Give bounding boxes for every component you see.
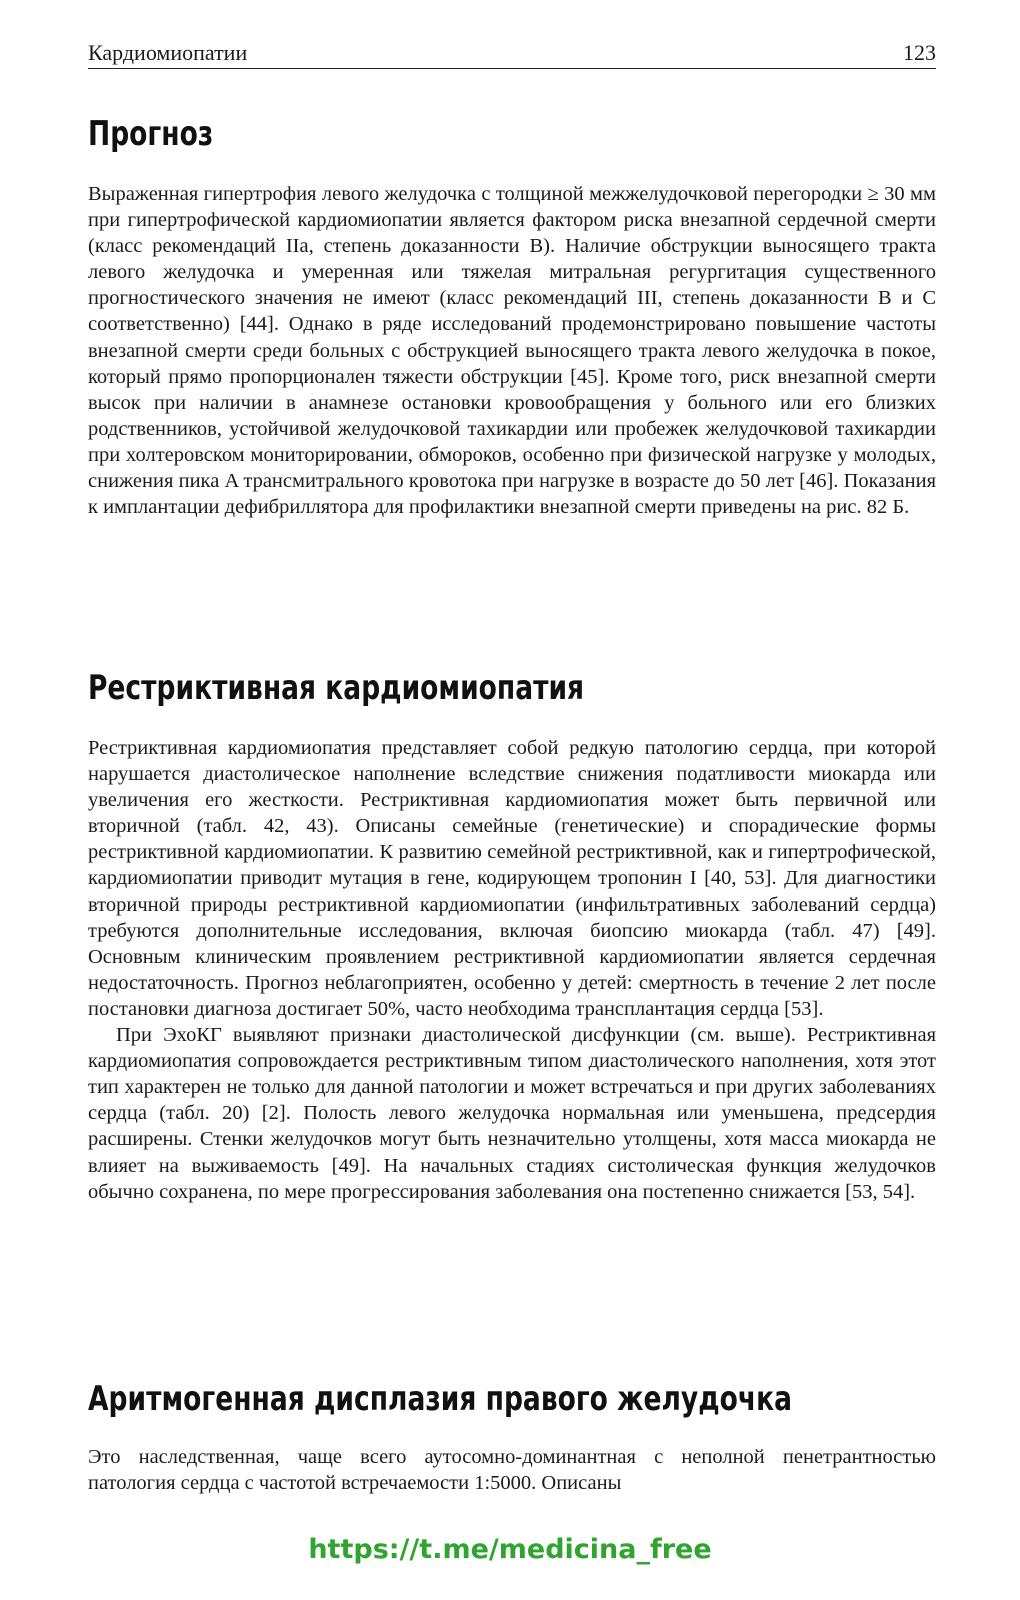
running-title: Кардиомиопатии	[88, 40, 248, 65]
section-heading-prognosis: Прогноз	[88, 114, 214, 154]
book-page	[88, 0, 936, 1600]
paragraph: Выраженная гипертрофия левого желудочка с толщиной межжелудочковой перегородки ≥ 30 мм при гипертрофической кардиомиопатии является фактором риска внезапной сердечной смерти (класс рекомендаций IIa, степень доказанности B). Наличие обструкции выносящего тракта левого желудочка и умеренная или тяжелая митральная регургитация существенного прогностического значения не имеют (класс рекомендаций III, степень доказанности B и C соответственно) [44]. Однако в ряде исследований продемонстрировано повышение частоты внезапной смерти среди больных с обструкцией выносящего тракта левого желудочка в покое, который прямо пропорционален тяжести обструкции [45]. Кроме того, риск внезапной смерти высок при наличии в анамнезе остановки кровообращения у больного или его близких родственников, устойчивой желудочковой тахикардии или пробежек желудочковой тахикардии при холтеровском мониторировании, обмороков, особенно при физической нагрузке у молодых, снижения пика A трансмитрального кровотока при нагрузке в возрасте до 50 лет [46]. Показания к имплантации дефибриллятора для профилактики внезапной смерти приведены на рис. 82 Б.	[88, 183, 936, 519]
paragraph: При ЭхоКГ выявляют признаки диастолической дисфункции (см. выше). Рестриктивная кардиомиопатия сопровождается рестриктивным типом диастолического наполнения, хотя этот тип характерен не только для данной патологии и может встречаться и при других заболеваниях сердца (табл. 20) [2]. Полость левого желудочка нормальная или уменьшена, предсердия расширены. Стенки желудочков могут быть незначительно утолщены, хотя масса миокарда не влияет на выживаемость [49]. На начальных стадиях систолическая функция желудочков обычно сохранена, по мере прогрессирования заболевания она постепенно снижается [53, 54].	[88, 1024, 936, 1203]
paragraph: Это наследственная, чаще всего аутосомно-доминантная с неполной пенетрантностью патология сердца с частотой встречаемости 1:5000. Описаны	[88, 1446, 936, 1495]
section-heading-restrictive-cardiomyopathy: Рестриктивная кардиомиопатия	[88, 668, 585, 708]
watermark-link: https://t.me/medicina_free	[308, 1534, 712, 1565]
paragraph: Рестриктивная кардиомиопатия представляет собой редкую патологию сердца, при которой нарушается диастолическое наполнение вследствие снижения податливости миокарда или увеличения его жесткости. Рестриктивная кардиомиопатия может быть первичной или вторичной (табл. 42, 43). Описаны семейные (генетические) и спорадические формы рестриктивной кардиомиопатии. К развитию семейной рестриктивной, как и гипертрофической, кардиомиопатии приводит мутация в гене, кодирующем тропонин I [40, 53]. Для диагностики вторичной природы рестриктивной кардиомиопатии (инфильтративных заболеваний сердца) требуются дополнительные исследования, включая биопсию миокарда (табл. 47) [49]. Основным клиническим проявлением рестриктивной кардиомиопатии является сердечная недостаточность. Прогноз неблагоприятен, особенно у детей: смертность в течение 2 лет после постановки диагноза достигает 50%, часто необходима трансплантация сердца [53].	[88, 737, 936, 1020]
section-heading-arrhythmogenic-dysplasia: Аритмогенная дисплазия правого желудочка	[88, 1379, 792, 1419]
running-header	[88, 38, 936, 69]
section-body-prognosis	[88, 181, 936, 520]
page-number: 123	[903, 40, 936, 65]
section-body-restrictive-cardiomyopathy	[88, 735, 936, 1205]
section-body-arrhythmogenic-dysplasia	[88, 1444, 936, 1496]
